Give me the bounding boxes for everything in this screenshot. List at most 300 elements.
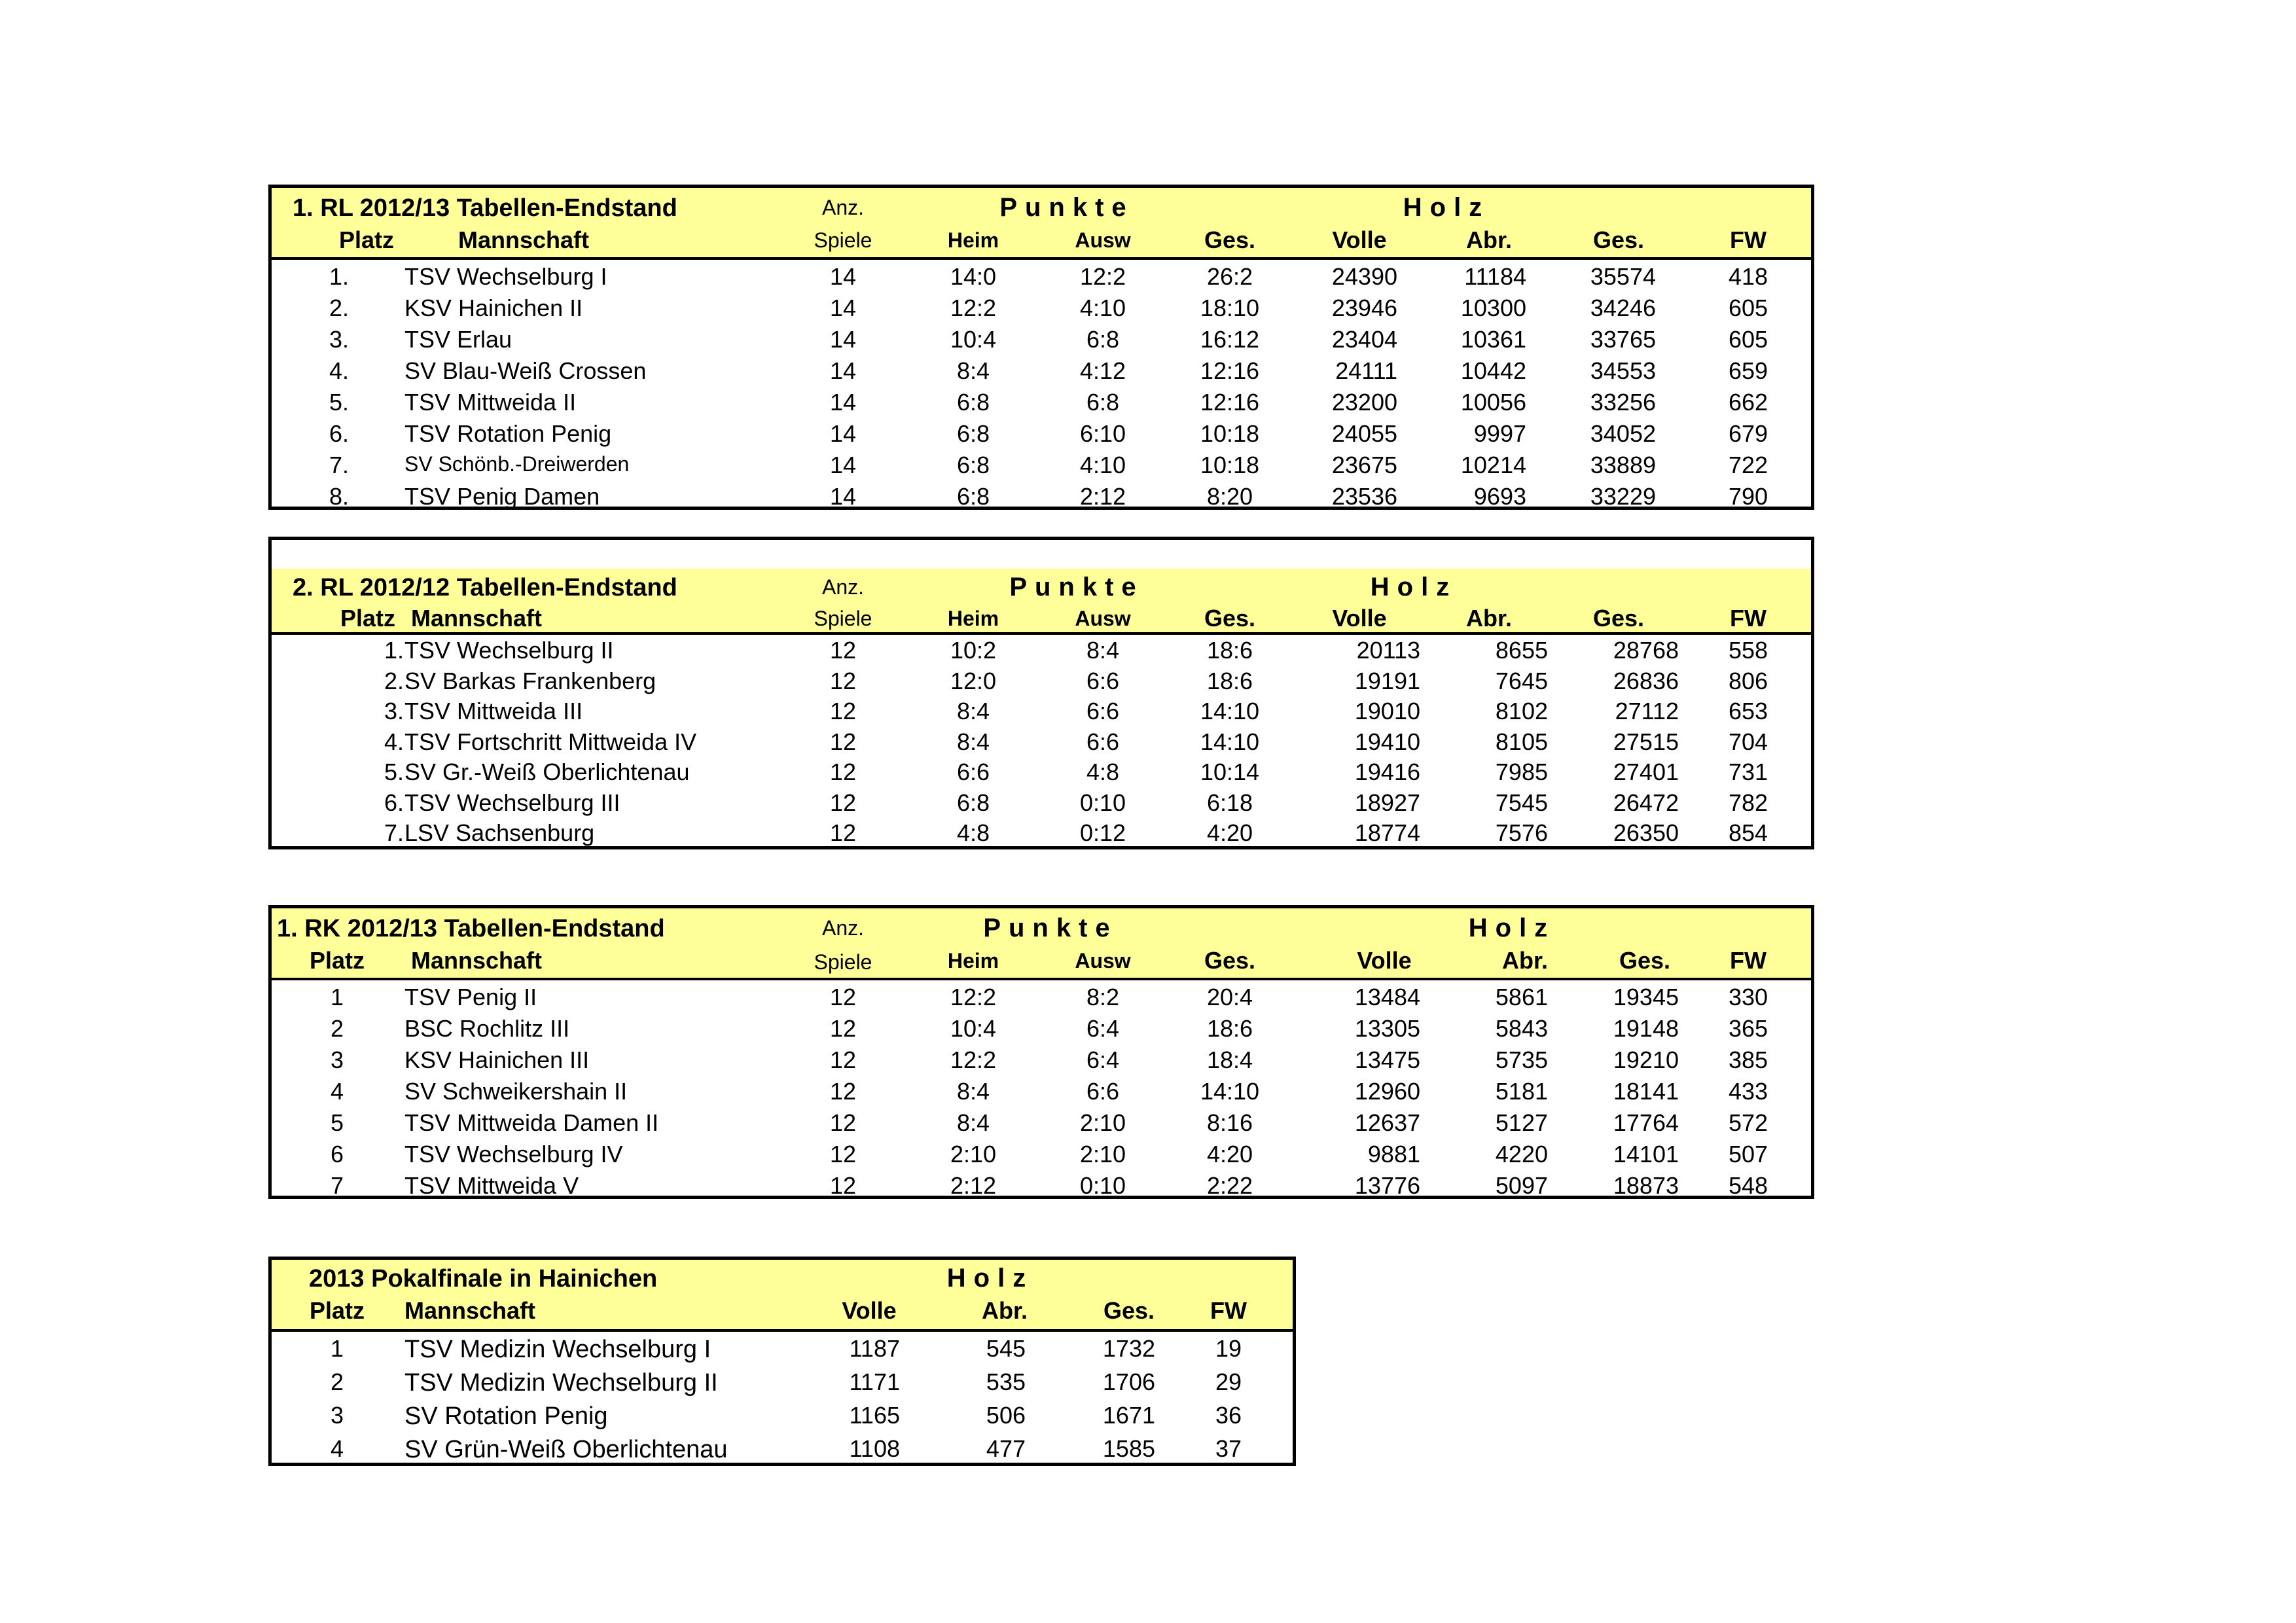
team-name: TSV Fortschritt Mittweida IV [404, 728, 697, 755]
platz-cell: 3 [330, 1402, 344, 1429]
fw-cell: 572 [1728, 1109, 1768, 1136]
ausw-cell: 4:8 [1086, 758, 1120, 785]
volle-cell: 12960 [1354, 1078, 1420, 1105]
col-platz: Platz [338, 226, 395, 253]
fw-cell: 507 [1728, 1141, 1768, 1168]
platz-cell: 5. [384, 758, 404, 785]
punkte-ges-cell: 18:6 [1206, 667, 1253, 694]
team-name: TSV Penig II [404, 984, 537, 1010]
holz-ges-cell: 14101 [1613, 1141, 1679, 1168]
col-ausw: Ausw [1075, 228, 1131, 252]
platz-cell: 7 [330, 1172, 344, 1199]
col-ges-punkte: Ges. [1204, 605, 1256, 632]
punkte-label: Punkte [983, 914, 1118, 942]
col-ausw: Ausw [1075, 949, 1131, 972]
abr-cell: 9693 [1473, 483, 1526, 510]
ausw-cell: 8:4 [1086, 637, 1120, 664]
table-row [272, 296, 1811, 328]
holz-ges-cell: 35574 [1590, 263, 1656, 290]
fw-cell: 679 [1728, 420, 1768, 447]
col-platz: Platz [309, 1297, 365, 1324]
ausw-cell: 6:10 [1079, 420, 1126, 447]
ausw-cell: 0:12 [1079, 819, 1126, 846]
abr-cell: 5127 [1495, 1109, 1548, 1136]
col-fw: FW [1210, 1297, 1247, 1324]
holz-ges-cell: 33889 [1590, 452, 1656, 478]
abr-cell: 10442 [1460, 357, 1526, 384]
table-row [272, 1370, 1293, 1404]
volle-cell: 23536 [1331, 483, 1397, 510]
punkte-ges-cell: 14:10 [1200, 698, 1260, 724]
heim-cell: 12:2 [950, 1046, 997, 1073]
ausw-cell: 8:2 [1086, 984, 1120, 1010]
abr-cell: 8102 [1495, 698, 1548, 724]
platz-cell: 3. [384, 698, 404, 724]
heim-cell: 8:4 [956, 728, 990, 755]
table-title: 2. RL 2012/12 Tabellen-Endstand [293, 574, 677, 601]
table-header [272, 1260, 1293, 1332]
volle-cell: 13484 [1354, 984, 1420, 1010]
abr-cell: 5861 [1495, 984, 1548, 1010]
fw-cell: 662 [1728, 389, 1768, 416]
table-row [272, 700, 1811, 730]
abr-cell: 5181 [1495, 1078, 1548, 1105]
abr-cell: 10056 [1460, 389, 1526, 416]
team-name: TSV Wechselburg II [404, 637, 614, 664]
heim-cell: 10:2 [950, 637, 997, 664]
abr-cell: 7985 [1495, 758, 1548, 785]
fw-cell: 653 [1728, 698, 1768, 724]
punkte-ges-cell: 26:2 [1206, 263, 1253, 290]
spiele-cell: 12 [829, 637, 857, 664]
col-platz: Platz [340, 605, 396, 632]
team-name: SV Barkas Frankenberg [404, 667, 656, 694]
holz-ges-cell: 19210 [1613, 1046, 1679, 1073]
volle-cell: 24390 [1331, 263, 1397, 290]
holz-ges-cell: 33256 [1590, 389, 1656, 416]
table-row [272, 422, 1811, 454]
ausw-cell: 2:12 [1079, 483, 1126, 510]
team-name: KSV Hainichen III [404, 1046, 590, 1073]
table-1rl [268, 185, 1814, 510]
ausw-cell: 12:2 [1079, 263, 1126, 290]
table-1rk [268, 905, 1814, 1199]
team-name: LSV Sachsenburg [404, 819, 595, 846]
volle-cell: 1187 [849, 1335, 900, 1362]
team-name: TSV Medizin Wechselburg II [404, 1369, 718, 1397]
fw-cell: 659 [1728, 357, 1768, 384]
holz-ges-cell: 27515 [1613, 728, 1679, 755]
fw-cell: 29 [1215, 1368, 1242, 1395]
holz-ges-cell: 18873 [1613, 1172, 1679, 1199]
table-row [272, 986, 1811, 1017]
abr-cell: 10214 [1460, 452, 1526, 478]
heim-cell: 10:4 [950, 1015, 997, 1042]
col-abr: Abr. [981, 1297, 1028, 1324]
ausw-cell: 6:6 [1086, 728, 1120, 755]
volle-cell: 23200 [1331, 389, 1397, 416]
abr-cell: 506 [986, 1402, 1026, 1429]
abr-cell: 10300 [1460, 294, 1526, 321]
table-row [272, 1174, 1811, 1205]
team-name: TSV Rotation Penig [404, 420, 612, 447]
heim-cell: 8:4 [956, 698, 990, 724]
heim-cell: 2:10 [950, 1141, 997, 1168]
team-name: SV Gr.-Weiß Oberlichtenau [404, 758, 690, 785]
heim-cell: 10:4 [950, 326, 997, 353]
platz-cell: 6. [384, 789, 404, 816]
fw-cell: 433 [1728, 1078, 1768, 1105]
team-name: TSV Mittweida V [404, 1172, 579, 1199]
fw-cell: 37 [1215, 1435, 1242, 1462]
platz-cell: 8. [329, 483, 350, 510]
holz-ges-cell: 18141 [1613, 1078, 1679, 1105]
heim-cell: 12:2 [950, 294, 997, 321]
platz-cell: 7. [329, 452, 350, 478]
holz-label: Holz [946, 1264, 1034, 1293]
punkte-label: Punkte [1009, 573, 1144, 601]
col-mannschaft: Mannschaft [411, 947, 543, 974]
table-row [272, 1437, 1293, 1471]
table-row [272, 1404, 1293, 1437]
ausw-cell: 4:12 [1079, 357, 1126, 384]
fw-cell: 385 [1728, 1046, 1768, 1073]
punkte-ges-cell: 18:4 [1206, 1046, 1253, 1073]
heim-cell: 6:8 [956, 789, 990, 816]
volle-cell: 19416 [1354, 758, 1420, 785]
ausw-cell: 6:8 [1086, 389, 1120, 416]
volle-cell: 24055 [1331, 420, 1397, 447]
ges-cell: 1706 [1102, 1368, 1155, 1395]
abr-cell: 5097 [1495, 1172, 1548, 1199]
punkte-ges-cell: 8:20 [1206, 483, 1253, 510]
platz-cell: 2 [330, 1015, 344, 1042]
platz-cell: 2. [384, 667, 404, 694]
punkte-ges-cell: 14:10 [1200, 1078, 1260, 1105]
volle-cell: 20113 [1356, 637, 1420, 664]
punkte-ges-cell: 12:16 [1200, 357, 1260, 384]
table-title: 2013 Pokalfinale in Hainichen [309, 1265, 658, 1293]
team-name: SV Schweikershain II [404, 1078, 628, 1105]
team-name: TSV Medizin Wechselburg I [404, 1336, 711, 1363]
platz-cell: 6. [329, 420, 350, 447]
col-ges-punkte: Ges. [1204, 947, 1256, 974]
ausw-cell: 2:10 [1079, 1109, 1126, 1136]
platz-cell: 4. [329, 357, 350, 384]
heim-cell: 6:8 [956, 420, 990, 447]
punkte-ges-cell: 4:20 [1206, 1141, 1253, 1168]
col-mannschaft: Mannschaft [457, 226, 590, 253]
table-row [272, 454, 1811, 485]
table-row [272, 791, 1811, 822]
holz-ges-cell: 34052 [1590, 420, 1656, 447]
fw-cell: 806 [1728, 667, 1768, 694]
abr-cell: 7576 [1495, 819, 1548, 846]
abr-cell: 8655 [1495, 637, 1548, 664]
ausw-cell: 6:4 [1086, 1046, 1120, 1073]
team-name: SV Rotation Penig [404, 1402, 608, 1430]
heim-cell: 12:2 [950, 984, 997, 1010]
col-ges-holz: Ges. [1592, 605, 1645, 632]
ausw-cell: 6:8 [1086, 326, 1120, 353]
platz-cell: 7. [384, 819, 404, 846]
table-row [272, 639, 1811, 669]
punkte-ges-cell: 4:20 [1206, 819, 1253, 846]
table-row [272, 730, 1811, 761]
col-fw: FW [1730, 605, 1767, 632]
col-abr: Abr. [1465, 605, 1513, 632]
spiele-cell: 14 [829, 483, 857, 510]
volle-cell: 18774 [1354, 819, 1420, 846]
col-mannschaft: Mannschaft [404, 1297, 536, 1324]
anz-label: Anz. [821, 575, 865, 599]
spiele-cell: 12 [829, 1141, 857, 1168]
volle-cell: 23675 [1331, 452, 1397, 478]
team-name: KSV Hainichen II [404, 294, 583, 321]
col-heim: Heim [947, 228, 999, 252]
punkte-ges-cell: 20:4 [1206, 984, 1253, 1010]
col-abr: Abr. [1501, 947, 1549, 974]
spiele-cell: 12 [829, 984, 857, 1010]
col-volle: Volle [1332, 605, 1387, 632]
abr-cell: 545 [986, 1335, 1026, 1362]
ausw-cell: 6:6 [1086, 698, 1120, 724]
punkte-ges-cell: 16:12 [1200, 326, 1260, 353]
heim-cell: 2:12 [950, 1172, 997, 1199]
ges-cell: 1585 [1102, 1435, 1155, 1462]
col-mannschaft: Mannschaft [411, 605, 543, 632]
spiele-cell: 12 [829, 1046, 857, 1073]
spiele-cell: 12 [829, 819, 857, 846]
platz-cell: 2. [329, 294, 350, 321]
fw-cell: 330 [1728, 984, 1768, 1010]
spiele-cell: 12 [829, 758, 857, 785]
table-row [272, 359, 1811, 391]
col-spiele: Spiele [814, 607, 872, 630]
spiele-cell: 12 [829, 667, 857, 694]
abr-cell: 5843 [1495, 1015, 1548, 1042]
ausw-cell: 4:10 [1079, 452, 1126, 478]
spiele-cell: 12 [829, 1172, 857, 1199]
volle-cell: 19191 [1354, 667, 1420, 694]
heim-cell: 14:0 [950, 263, 997, 290]
volle-cell: 13305 [1354, 1015, 1420, 1042]
spiele-cell: 14 [829, 326, 857, 353]
spiele-cell: 14 [829, 357, 857, 384]
table-row [272, 391, 1811, 422]
table-row [272, 1080, 1811, 1111]
platz-cell: 5 [330, 1109, 344, 1136]
platz-cell: 4 [330, 1078, 344, 1105]
team-name: SV Schönb.-Dreiwerden [404, 452, 630, 476]
heim-cell: 6:8 [956, 389, 990, 416]
table-row [272, 821, 1811, 852]
heim-cell: 12:0 [950, 667, 997, 694]
ausw-cell: 0:10 [1079, 1172, 1126, 1199]
team-name: TSV Wechselburg IV [404, 1141, 623, 1168]
col-volle: Volle [842, 1297, 897, 1324]
ges-cell: 1671 [1102, 1402, 1155, 1429]
col-spiele: Spiele [814, 950, 872, 974]
spiele-cell: 12 [829, 1078, 857, 1105]
volle-cell: 1108 [849, 1435, 900, 1462]
holz-ges-cell: 27112 [1615, 698, 1679, 724]
table-row [272, 485, 1811, 516]
holz-ges-cell: 34246 [1590, 294, 1656, 321]
platz-cell: 2 [330, 1368, 344, 1395]
spiele-cell: 12 [829, 728, 857, 755]
table-title: 1. RK 2012/13 Tabellen-Endstand [277, 915, 665, 942]
team-name: TSV Mittweida Damen II [404, 1109, 659, 1136]
col-fw: FW [1730, 947, 1767, 974]
team-name: BSC Rochlitz III [404, 1015, 570, 1042]
volle-cell: 24111 [1335, 357, 1397, 384]
abr-cell: 10361 [1460, 326, 1526, 353]
fw-cell: 704 [1728, 728, 1768, 755]
abr-cell: 8105 [1495, 728, 1548, 755]
volle-cell: 19410 [1354, 728, 1420, 755]
spiele-cell: 14 [829, 294, 857, 321]
abr-cell: 7645 [1495, 667, 1548, 694]
holz-label: Holz [1370, 573, 1458, 601]
holz-ges-cell: 33229 [1590, 483, 1656, 510]
team-name: TSV Mittweida II [404, 389, 577, 416]
team-name: TSV Mittweida III [404, 698, 583, 724]
col-ausw: Ausw [1075, 607, 1131, 630]
punkte-ges-cell: 2:22 [1206, 1172, 1253, 1199]
ausw-cell: 6:6 [1086, 1078, 1120, 1105]
team-name: SV Grün-Weiß Oberlichtenau [404, 1436, 728, 1463]
spiele-cell: 14 [829, 389, 857, 416]
anz-label: Anz. [821, 916, 865, 940]
fw-cell: 731 [1728, 758, 1768, 785]
abr-cell: 7545 [1495, 789, 1548, 816]
volle-cell: 9881 [1367, 1141, 1420, 1168]
holz-ges-cell: 33765 [1590, 326, 1656, 353]
heim-cell: 8:4 [956, 357, 990, 384]
holz-ges-cell: 17764 [1613, 1109, 1679, 1136]
col-ges-holz: Ges. [1619, 947, 1671, 974]
punkte-ges-cell: 18:6 [1206, 637, 1253, 664]
col-fw: FW [1730, 226, 1767, 253]
punkte-ges-cell: 18:10 [1200, 294, 1260, 321]
ges-cell: 1732 [1102, 1335, 1155, 1362]
spiele-cell: 14 [829, 452, 857, 478]
volle-cell: 23946 [1331, 294, 1397, 321]
abr-cell: 477 [986, 1435, 1026, 1462]
col-spiele: Spiele [814, 228, 872, 252]
volle-cell: 1171 [849, 1368, 900, 1395]
table-row [272, 669, 1811, 700]
volle-cell: 13475 [1354, 1046, 1420, 1073]
fw-cell: 605 [1728, 294, 1768, 321]
platz-cell: 1 [330, 1335, 344, 1362]
fw-cell: 605 [1728, 326, 1768, 353]
anz-label: Anz. [821, 196, 865, 219]
volle-cell: 13776 [1354, 1172, 1420, 1199]
volle-cell: 12637 [1354, 1109, 1420, 1136]
holz-label: Holz [1403, 193, 1490, 222]
platz-cell: 4 [330, 1435, 344, 1462]
punkte-ges-cell: 6:18 [1206, 789, 1253, 816]
table-header [272, 569, 1811, 635]
abr-cell: 4220 [1495, 1141, 1548, 1168]
fw-cell: 19 [1215, 1335, 1242, 1362]
fw-cell: 548 [1728, 1172, 1768, 1199]
punkte-ges-cell: 8:16 [1206, 1109, 1253, 1136]
col-ges-holz: Ges. [1592, 226, 1645, 253]
platz-cell: 6 [330, 1141, 344, 1168]
punkte-ges-cell: 14:10 [1200, 728, 1260, 755]
team-name: TSV Wechselburg I [404, 263, 607, 290]
punkte-label: Punkte [999, 193, 1134, 222]
volle-cell: 23404 [1331, 326, 1397, 353]
holz-ges-cell: 26836 [1613, 667, 1679, 694]
table-header [272, 188, 1811, 260]
col-heim: Heim [947, 949, 999, 972]
col-ges: Ges. [1103, 1297, 1155, 1324]
platz-cell: 1 [330, 984, 344, 1010]
fw-cell: 558 [1728, 637, 1768, 664]
abr-cell: 5735 [1495, 1046, 1548, 1073]
ausw-cell: 6:6 [1086, 667, 1120, 694]
punkte-ges-cell: 10:18 [1200, 452, 1260, 478]
col-ges-punkte: Ges. [1204, 226, 1256, 253]
heim-cell: 6:8 [956, 483, 990, 510]
table-row [272, 1337, 1293, 1370]
team-name: TSV Wechselburg III [404, 789, 620, 816]
holz-label: Holz [1468, 914, 1556, 942]
col-volle: Volle [1332, 226, 1387, 253]
table-row [272, 1017, 1811, 1048]
spiele-cell: 12 [829, 1015, 857, 1042]
spiele-cell: 12 [829, 789, 857, 816]
spiele-cell: 12 [829, 698, 857, 724]
heim-cell: 6:8 [956, 452, 990, 478]
fw-cell: 365 [1728, 1015, 1768, 1042]
punkte-ges-cell: 18:6 [1206, 1015, 1253, 1042]
heim-cell: 6:6 [956, 758, 990, 785]
fw-cell: 418 [1728, 263, 1768, 290]
holz-ges-cell: 34553 [1590, 357, 1656, 384]
table-row [272, 760, 1811, 791]
holz-ges-cell: 19148 [1613, 1015, 1679, 1042]
table-row [272, 1048, 1811, 1080]
col-platz: Platz [309, 947, 365, 974]
spiele-cell: 14 [829, 263, 857, 290]
col-heim: Heim [947, 607, 999, 630]
col-volle: Volle [1357, 947, 1412, 974]
table-header [272, 908, 1811, 980]
fw-cell: 790 [1728, 483, 1768, 510]
abr-cell: 9997 [1473, 420, 1526, 447]
table-row [272, 1143, 1811, 1174]
spiele-cell: 12 [829, 1109, 857, 1136]
abr-cell: 535 [986, 1368, 1026, 1395]
table-row [272, 328, 1811, 359]
ausw-cell: 4:10 [1079, 294, 1126, 321]
ausw-cell: 6:4 [1086, 1015, 1120, 1042]
punkte-ges-cell: 12:16 [1200, 389, 1260, 416]
col-abr: Abr. [1465, 226, 1513, 253]
platz-cell: 1. [384, 637, 404, 664]
platz-cell: 5. [329, 389, 350, 416]
volle-cell: 19010 [1354, 698, 1420, 724]
heim-cell: 8:4 [956, 1109, 990, 1136]
table-2rl [268, 537, 1814, 849]
punkte-ges-cell: 10:14 [1200, 758, 1260, 785]
volle-cell: 1165 [849, 1402, 900, 1429]
